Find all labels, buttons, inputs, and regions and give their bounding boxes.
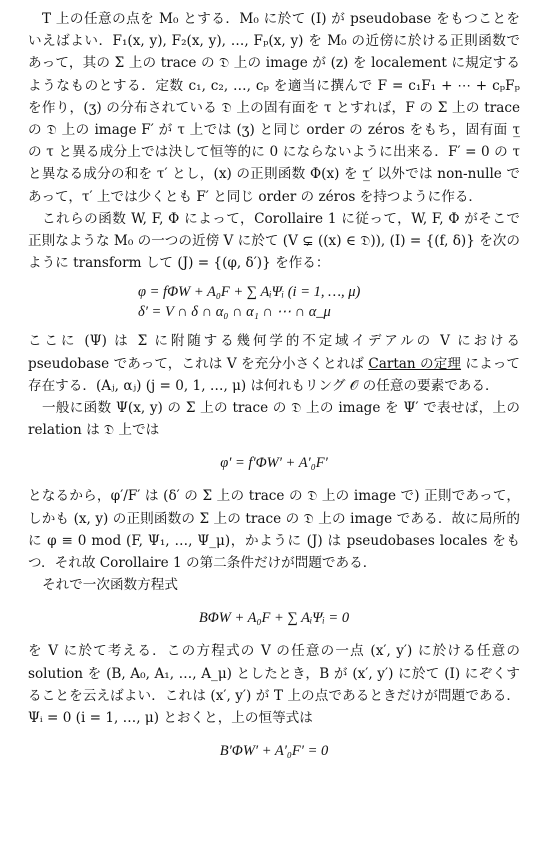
cartan-theorem-reference: Cartan の定理: [368, 355, 462, 372]
paragraph-3-text-b: によって存在する．(Aⱼ, αⱼ) (j = 0, 1, …, μ) は何れもリング 𝒪 の任意の要素である．: [28, 355, 520, 394]
equation-delta-prime: δ′ = V ∩ δ ∩ α₀ ∩ α₁ ∩ ⋯ ∩ α_μ: [138, 304, 331, 321]
paragraph-3: [28, 330, 520, 397]
equation-linear: BΦW + A₀F + ∑ AᵢΨᵢ = 0: [198, 610, 350, 627]
paragraph-4: 一般に函数 Ψ(x, y) の Σ 上の trace の 𝔇 上の image を Ψ′ で表せば，上の relation は 𝔇 上では: [28, 400, 520, 439]
equation-relation: φ′ = f′ΦW′ + A′₀F′: [220, 455, 328, 472]
equation-identity: B′ΦW′ + A′₀F′ = 0: [219, 743, 329, 760]
equation-phi: φ = fΦW + A₀F + ∑ AᵢΨᵢ (i = 1, …, μ): [138, 284, 361, 301]
page-body: [28, 8, 520, 761]
paragraph-6: それで一次函数方程式: [42, 577, 178, 594]
paragraph-3-text-a: ここに (Ψ) は Σ に附随する幾何学的不定域イデアルの V における pseudobase であって，これは V を充分小さくとれば: [28, 333, 520, 372]
paragraph-5: となるから，φ′/F′ は (δ′ の Σ 上の trace の 𝔇 上の image で) 正則であって，しかも (x, y) の正則函数の Σ 上の trace の 𝔇 上の image である．故に局所的に φ ≡ 0 mod (F, Ψ₁, …, Ψ_μ)，かように (J) は pseudobases locales をもつ．それ故 Corollaire 1 の第二条件だけが問題である．: [28, 488, 520, 572]
paragraph-1: T 上の任意の点を M₀ とする．M₀ に於て (I) が pseudobase をもつことをいえばよい．F₁(x, y), F₂(x, y), …, Fₚ(x, y) を M₀ の近傍に於ける正則函数であって，其の Σ 上の trace の 𝔇 上の image が (z) を localement に規定するようなものとする．定数 c₁, c₂, …, cₚ を適当に撰んで F = c₁F₁ + ⋯ + cₚFₚ を作り，(ʒ) の分布されている 𝔇 上の固有面を τ とすれば，F の Σ 上の trace の 𝔇 上の image F′ が τ 上では (ʒ) と同じ order の zéros をもち，固有面 τ̲ の τ と異る成分上では決して恒等的に 0 にならないように出来る．F′ = 0 の τ と異なる成分の和を τ′ とし，(x) の正則函数 Φ(x) を τ̲′ 以外では non-nulle であって，τ′ 上では少くとも F′ と同じ order の zéros を持つように作る．: [28, 11, 520, 205]
paragraph-2: これらの函数 W, F, Φ によって，Corollaire 1 に従って，W, F, Φ がそこで正則なような M₀ の一つの近傍 V に於て (V ⊊ ((x) ∈ 𝔇)), (I) = {(f, δ)} を次のように transform して (J) = {(φ, δ′)} を作る：: [28, 210, 520, 272]
paragraph-7: を V に於て考える．この方程式の V の任意の一点 (x′, y′) に於ける任意の solution を (B, A₀, A₁, …, A_μ) としたとき，B が (x′, y′) に於て (I) にぞくすることを云えばよい．これは (x′, y′) が T 上の点であるときだけが問題である．Ψᵢ = 0 (i = 1, …, μ) とおくと，上の恒等式は: [28, 643, 520, 727]
